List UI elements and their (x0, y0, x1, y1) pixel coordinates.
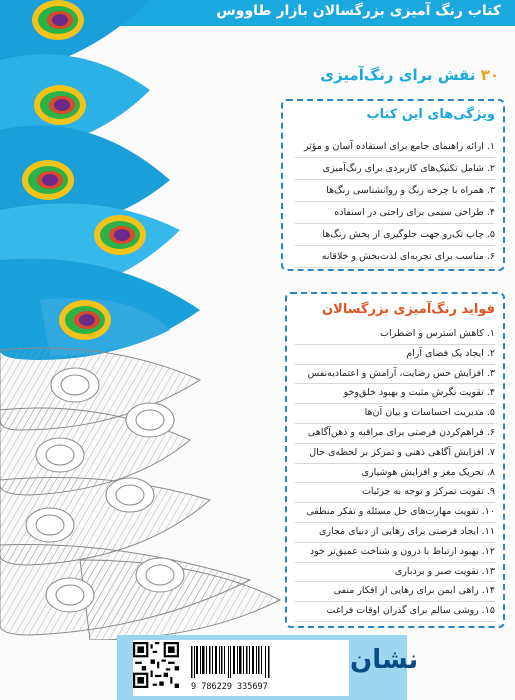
list-item: ۲. شامل تکنیک‌های کاربردی برای رنگ‌آمیزی (295, 158, 495, 180)
barcode-panel (133, 640, 349, 696)
qr-code-icon (133, 642, 179, 688)
list-item: ۱۴. راهی ایمن برای رهایی از افکار منفی (295, 582, 495, 602)
uncolored-feathers (0, 348, 280, 640)
list-item: ۶. فراهم‌کردن فرصتی برای مراقبه و ذهن‌آگاهی (295, 424, 495, 444)
list-item: ۱۱. ایجاد فرصتی برای رهایی از دنیای مجازی (295, 523, 495, 543)
list-item: ۱۰. تقویت مهارت‌های حل مسئله و تفکر منطقی (295, 503, 495, 523)
publisher-logo: نشان (350, 645, 419, 675)
benefits-title: فواید رنگ‌آمیزی بزرگسالان (322, 302, 495, 317)
list-item: ۳. افزایش حس رضایت، آرامش و اعتمادبه‌نفس (295, 365, 495, 385)
list-item: ۸. تحریک مغز و افزایش هوشیاری (295, 464, 495, 484)
list-item: ۳. همراه با چرخه رنگ و روانشناسی رنگ‌ها (295, 180, 495, 202)
features-list (295, 136, 495, 268)
list-item: ۱۳. تقویت صبر و بردباری (295, 563, 495, 583)
list-item: ۵. چاپ تک‌رو جهت جلوگیری از پخش رنگ‌ها (295, 224, 495, 246)
list-item: ۱. کاهش استرس و اضطراب (295, 325, 495, 345)
list-item: ۷. افزایش آگاهی ذهنی و تمرکز بر لحظه‌ی حال (295, 444, 495, 464)
patterns-word: نقش (437, 66, 476, 84)
features-title: ویژگی‌های این کتاب (366, 107, 495, 122)
list-item: ۹. تقویت تمرکز و توجه به جزئیات (295, 483, 495, 503)
list-item: ۱۲. بهبود ارتباط با درون و شناخت عمیق‌تر خود (295, 543, 495, 563)
patterns-count: ۳۰ (480, 66, 499, 84)
patterns-purpose: برای رنگ‌آمیزی (320, 66, 433, 84)
list-item: ۴. طراحی سیمی برای راحتی در استفاده (295, 202, 495, 224)
benefits-list (295, 325, 495, 622)
patterns-count-heading (320, 66, 499, 84)
book-title: کتاب رنگ آمیزی بزرگسالان بازار طاووس (216, 3, 501, 19)
list-item: ۲. ایجاد یک فضای آرام (295, 345, 495, 365)
list-item: ۱. ارائه راهنمای جامع برای استفاده آسان و مؤثر (295, 136, 495, 158)
list-item: ۶. مناسب برای تجربه‌ای لذت‌بخش و خلاقانه (295, 246, 495, 268)
colored-feathers (0, 0, 200, 360)
barcode-icon (191, 646, 271, 678)
list-item: ۴. تقویت نگرش مثبت و بهبود خلق‌وخو (295, 384, 495, 404)
list-item: ۵. مدیریت احساسات و بیان آن‌ها (295, 404, 495, 424)
features-box (281, 99, 505, 271)
isbn-number: 9 786229 335697 (191, 682, 268, 692)
benefits-box (285, 292, 505, 628)
list-item: ۱۵. روشی سالم برای گذران اوقات فراغت (295, 602, 495, 622)
